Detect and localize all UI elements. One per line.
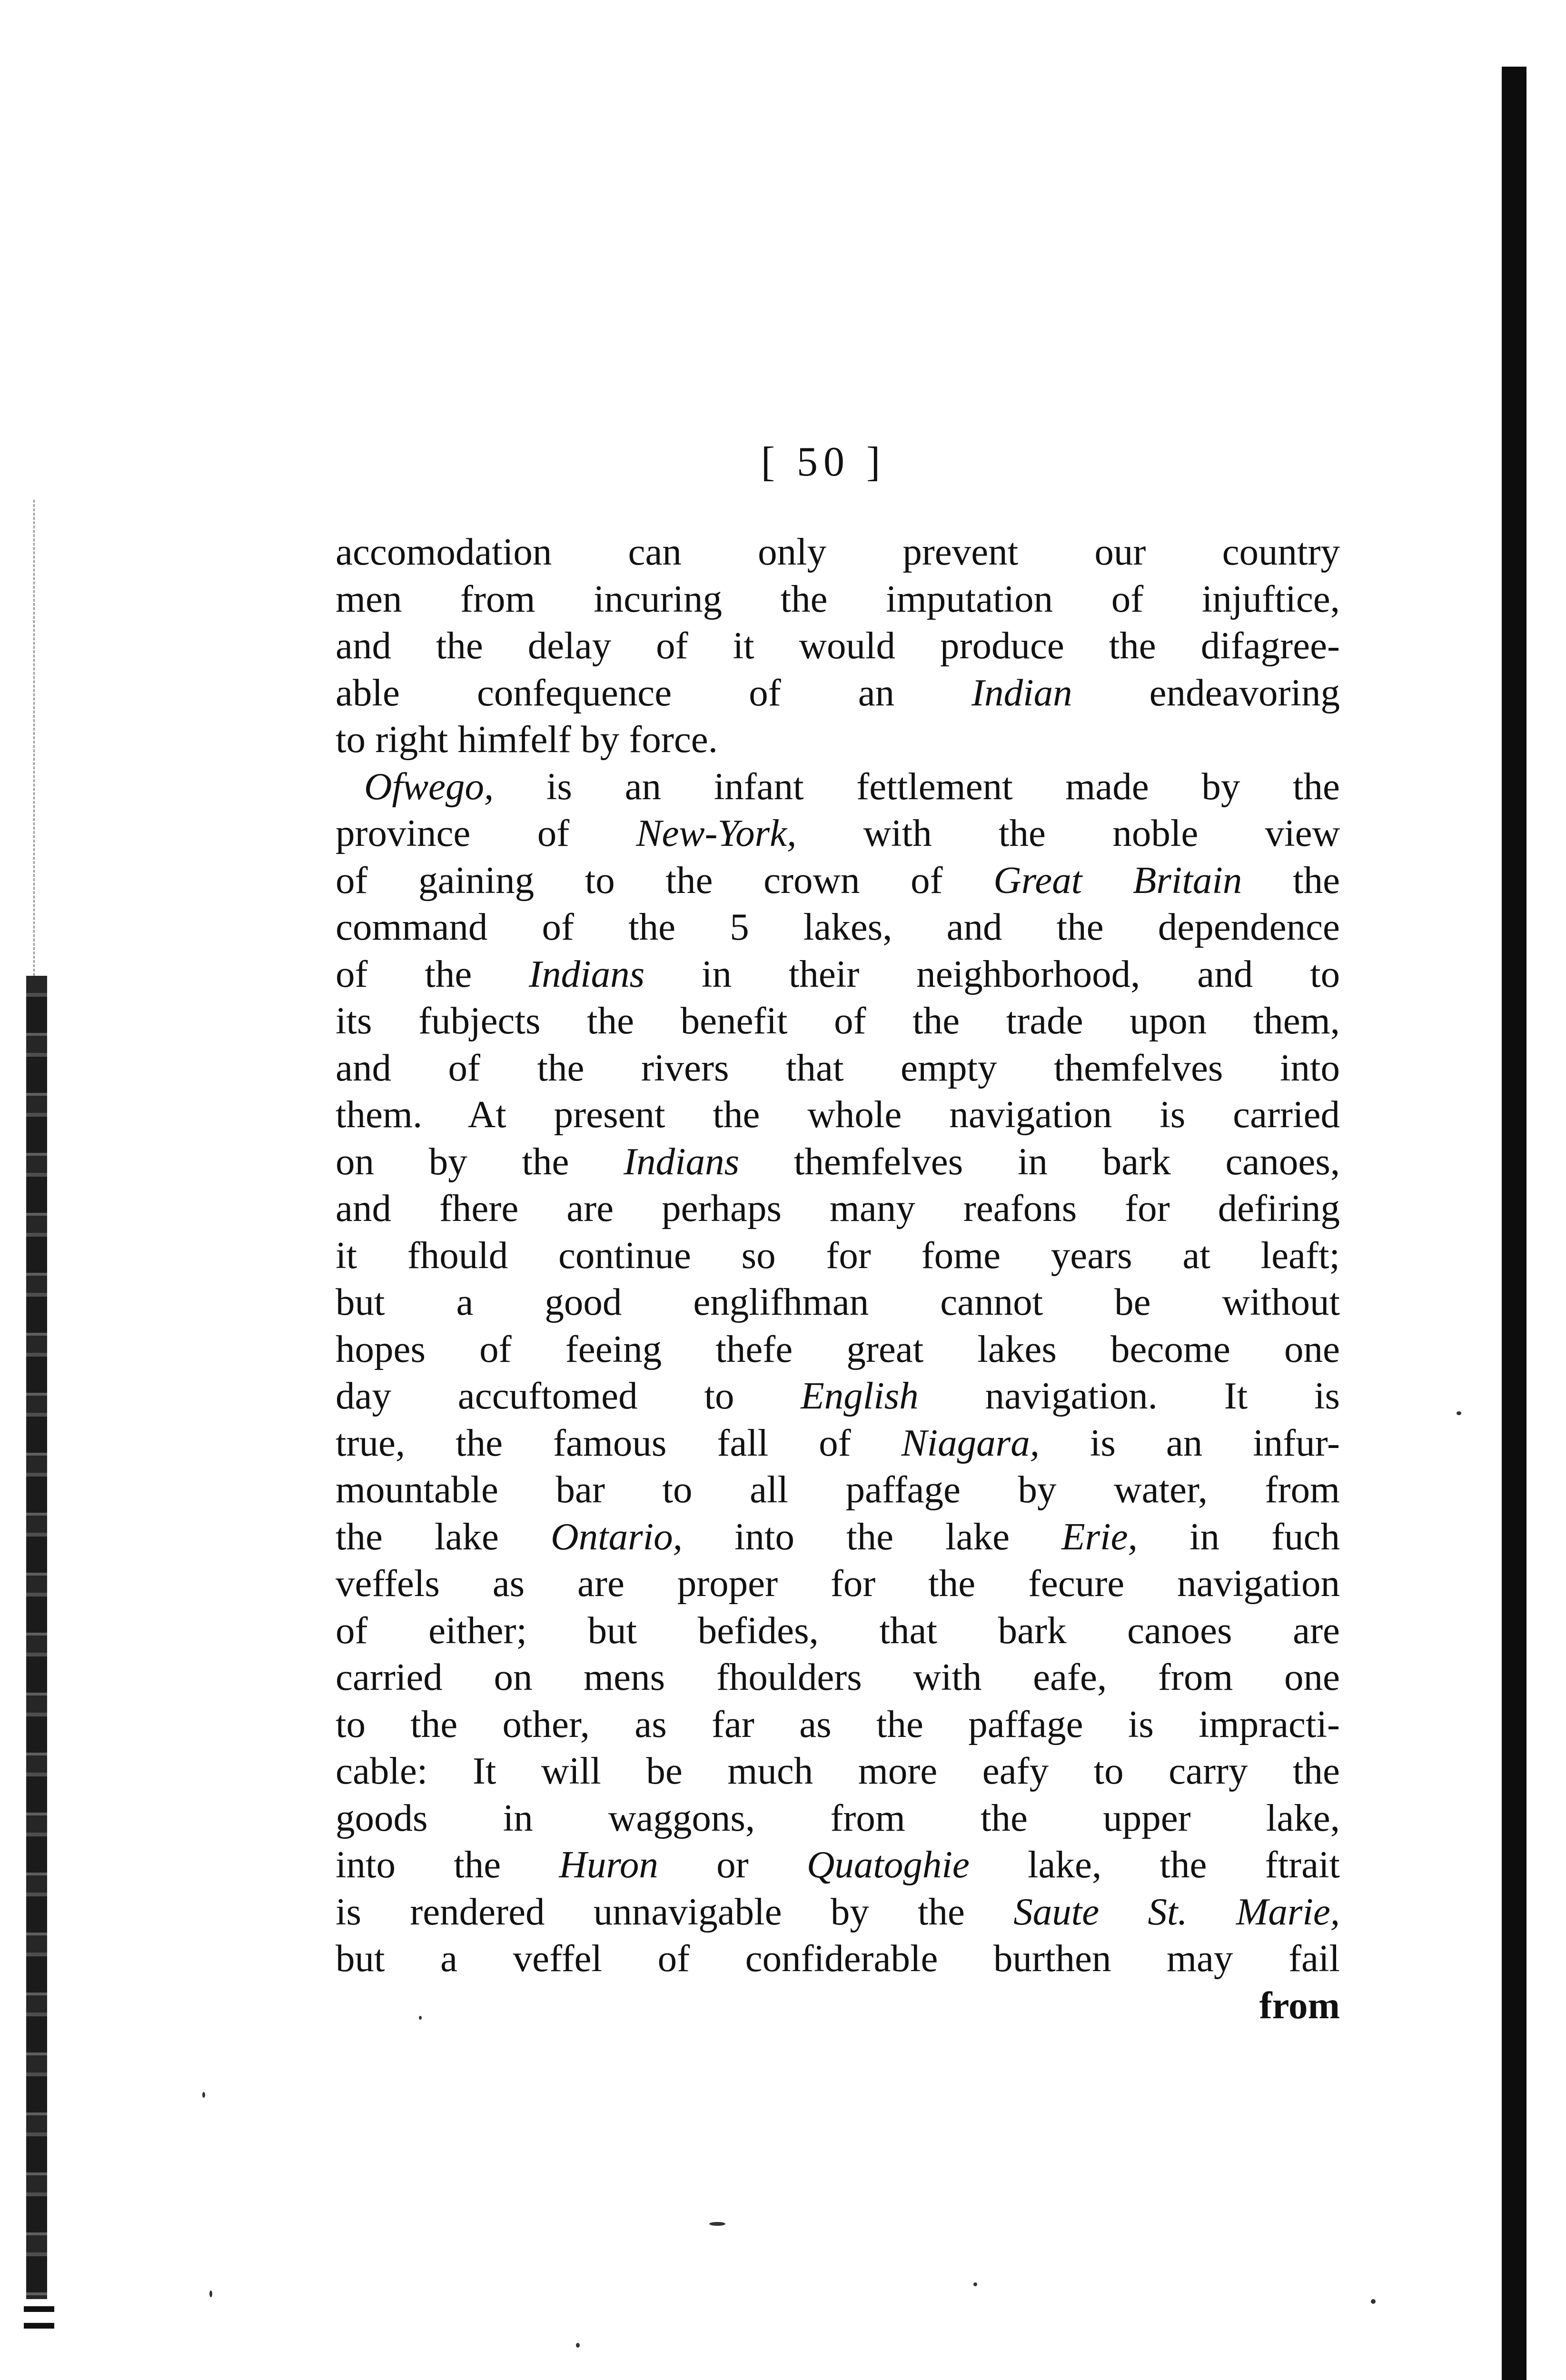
catchword: from — [1259, 1983, 1340, 2027]
text-line: accomodation can only prevent our country — [336, 530, 1340, 573]
text-line: veffels as are proper for the fecure navigation — [336, 1562, 1340, 1605]
text-line: province of New-York, with the noble view — [336, 812, 1340, 854]
page-edge-marks — [33, 500, 41, 976]
text-line: cable: It will be much more eafy to carry the — [336, 1749, 1340, 1792]
binding-edge-mark — [24, 2306, 54, 2312]
text-line: of gaining to the crown of Great Britain the — [336, 858, 1340, 902]
text-line: of the Indians in their neighborhood, and to — [336, 952, 1340, 995]
text-line: into the Huron or Quatoghie lake, the ftrait — [336, 1843, 1340, 1886]
text-line: true, the famous fall of Niagara, is an infur- — [336, 1421, 1340, 1464]
text-line: able confequence of an Indian endeavoring — [336, 671, 1340, 714]
text-line: and of the rivers that empty themfelves into — [336, 1046, 1340, 1089]
body-text — [336, 528, 1340, 2029]
text-line: day accuftomed to English navigation. It is — [336, 1374, 1340, 1417]
text-line: but a veffel of confiderable burthen may fail — [336, 1937, 1340, 1980]
binding-edge-mark — [24, 2323, 54, 2329]
text-line: to the other, as far as the paffage is impracti- — [336, 1702, 1340, 1745]
text-line: to right himfelf by force. — [336, 718, 718, 761]
text-line: of either; but befides, that bark canoes are — [336, 1608, 1340, 1652]
text-line: and the delay of it would produce the difagree- — [336, 624, 1340, 667]
text-line: men from incuring the imputation of injuftice, — [336, 577, 1340, 620]
text-line: goods in waggons, from the upper lake, — [336, 1796, 1340, 1839]
text-line: is rendered unnavigable by the Saute St. Marie, — [336, 1890, 1340, 1933]
binding-edge-shadow — [26, 976, 47, 2299]
text-line: but a good englifhman cannot be without — [336, 1280, 1340, 1323]
text-line: its fubjects the benefit of the trade upon them, — [336, 999, 1340, 1042]
text-line: the lake Ontario, into the lake Erie, in fuch — [336, 1515, 1340, 1558]
page-border-bar — [1502, 67, 1526, 2380]
text-line: carried on mens fhoulders with eafe, from one — [336, 1656, 1340, 1698]
page-number: [ 50 ] — [761, 439, 886, 485]
text-line: them. At present the whole navigation is carried — [336, 1093, 1340, 1136]
text-line: and fhere are perhaps many reafons for defiring — [336, 1187, 1340, 1230]
text-line: Ofwego, is an infant fettlement made by the — [364, 764, 1340, 808]
text-line: it fhould continue so for fome years at leaft; — [336, 1233, 1340, 1277]
text-line: command of the 5 lakes, and the dependence — [336, 905, 1340, 948]
text-line: hopes of feeing thefe great lakes become one — [336, 1327, 1340, 1370]
text-line: mountable bar to all paffage by water, from — [336, 1468, 1340, 1511]
text-line: on by the Indians themfelves in bark canoes, — [336, 1140, 1340, 1183]
